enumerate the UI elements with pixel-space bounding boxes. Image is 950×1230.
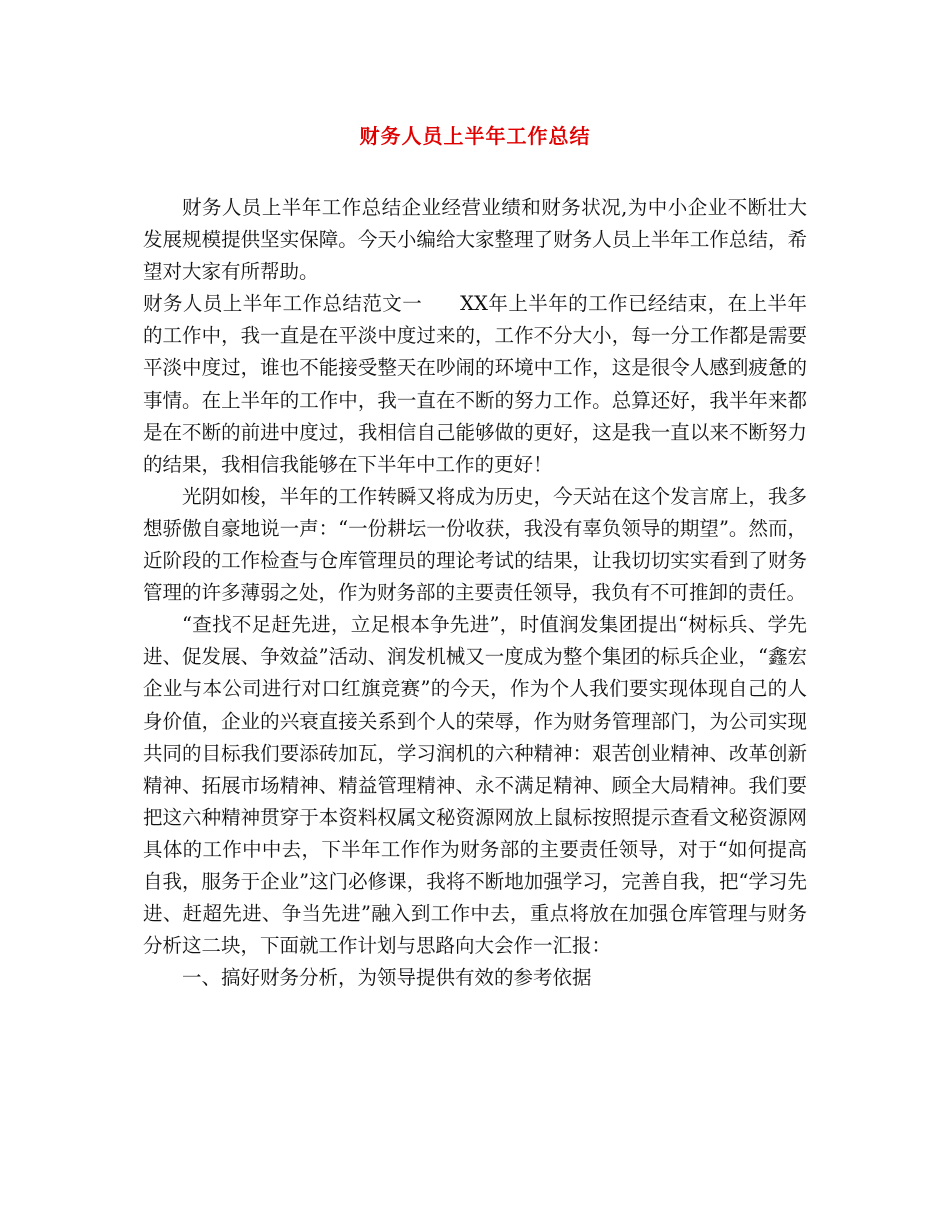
intro-paragraph: 财务人员上半年工作总结企业经营业绩和财务状况,为中小企业不断壮大发展规模提供坚实保障。今天小编给大家整理了财务人员上半年工作总结，希望对大家有所帮助。 bbox=[143, 196, 807, 284]
paragraph-2: 光阴如梭，半年的工作转瞬又将成为历史，今天站在这个发言席上，我多想骄傲自豪地说一声：“一份耕坛一份收获，我没有辜负领导的期望”。然而，近阶段的工作检查与仓库管理员的理论考试的结果，让我切切实实看到了财务管理的许多薄弱之处，作为财务部的主要责任领导，我负有不可推卸的责任。 bbox=[143, 484, 807, 605]
section-heading-1: 一、搞好财务分析，为领导提供有效的参考依据 bbox=[182, 966, 592, 990]
section-label: 财务人员上半年工作总结范文一 bbox=[143, 292, 423, 316]
section-text: XX年上半年的工作已经结束，在上半年的工作中，我一直是在平淡中度过来的，工作不分大小，每一分工作都是需要平淡中度过，谁也不能接受整天在吵闹的环境中工作，这是很令人感到疲惫的事情。在上半年的工作中，我一直在不断的努力工作。总算还好，我半年来都是在不断的前进中度过，我相信自己能够做的更好，这是我一直以来不断努力的结果，我相信我能够在下半年中工作的更好！ bbox=[143, 292, 807, 476]
document-title: 财务人员上半年工作总结 bbox=[359, 124, 591, 148]
section-paragraph bbox=[143, 288, 807, 481]
paragraph-3: “查找不足赶先进，立足根本争先进”，时值润发集团提出“树标兵、学先进、促发展、争效益”活动、润发机械又一度成为整个集团的标兵企业，“鑫宏企业与本公司进行对口红旗竞赛”的今天，作为个人我们要实现体现自己的人身价值，企业的兴衰直接关系到个人的荣辱，作为财务管理部门，为公司实现共同的目标我们要添砖加瓦，学习润机的六种精神：艰苦创业精神、改革创新精神、拓展市场精神、精益管理精神、永不满足精神、顾全大局精神。我们要把这六种精神贯穿于本资料权属文秘资源网放上鼠标按照提示查看文秘资源网具体的工作中中去，下半年工作作为财务部的主要责任领导，对于“如何提高自我，服务于企业”这门必修课，我将不断地加强学习，完善自我，把“学习先进、赶超先进、争当先进”融入到工作中去，重点将放在加强仓库管理与财务分析这二块，下面就工作计划与思路向大会作一汇报： bbox=[143, 613, 807, 958]
document-body bbox=[143, 192, 807, 994]
